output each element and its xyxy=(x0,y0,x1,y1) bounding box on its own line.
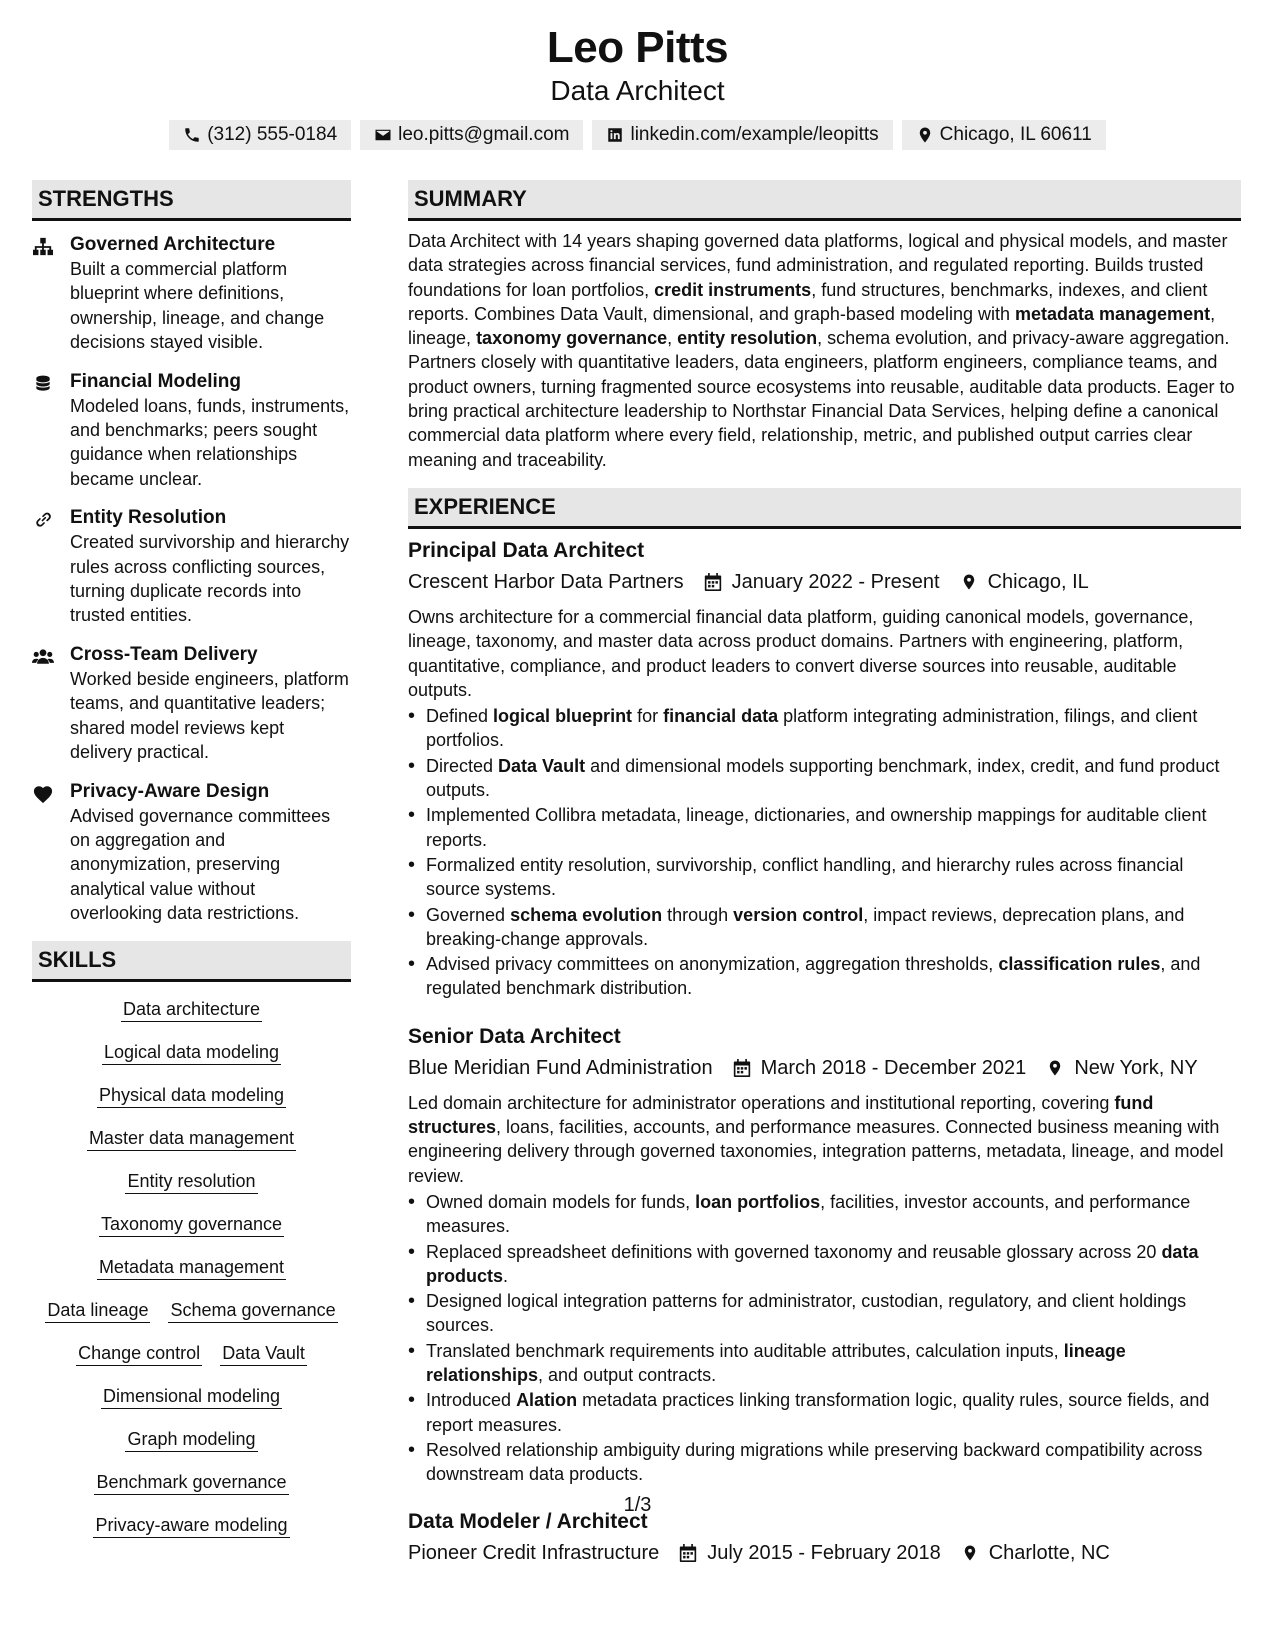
linkedin-icon xyxy=(606,126,624,144)
bold-phrase: loan portfolios xyxy=(695,1191,821,1212)
job-description: Led domain architecture for administrator operations and institutional reporting, covering fund structures, loans, facilities, accounts, and performance measures. Connected business meaning with engineering delivery through governed taxonomies, integration patterns, metadata, lineage, and model review. xyxy=(408,1092,1224,1186)
job-bullet: • Resolved relationship ambiguity during migrations while preserving backward compatibility across downstream data products. xyxy=(408,1438,1241,1487)
skill-tag: Data architecture xyxy=(121,998,262,1022)
job-bullets xyxy=(408,704,1241,1001)
skill-row xyxy=(125,1170,257,1194)
page-number: 1/3 xyxy=(623,1494,652,1516)
job-entry xyxy=(408,1508,1241,1568)
calendar-icon xyxy=(679,1543,697,1563)
skill-tag: Data Vault xyxy=(220,1342,307,1366)
job-company: Crescent Harbor Data Partners xyxy=(408,570,684,593)
bold-phrase: Data Vault xyxy=(498,755,586,776)
skills-list xyxy=(32,998,351,1538)
skill-row xyxy=(93,1514,289,1538)
skill-tag: Benchmark governance xyxy=(94,1471,288,1495)
skill-tag: Entity resolution xyxy=(125,1170,257,1194)
skill-tag: Change control xyxy=(76,1342,202,1366)
strength-title: Privacy-Aware Design xyxy=(70,780,270,802)
envelope-icon xyxy=(374,126,392,144)
contact-linkedin-text: linkedin.com/example/leopitts xyxy=(630,124,879,145)
experience-heading: EXPERIENCE xyxy=(408,488,1241,529)
location-pin-icon xyxy=(1046,1058,1064,1078)
skill-row xyxy=(87,1127,296,1151)
bold-phrase: data products xyxy=(426,1241,1199,1286)
strength-title: Financial Modeling xyxy=(70,370,242,392)
left-column xyxy=(32,180,351,1538)
skill-tag: Schema governance xyxy=(168,1299,337,1323)
skill-tag: Taxonomy governance xyxy=(99,1213,284,1237)
job-bullet: • Implemented Collibra metadata, lineage, dictionaries, and ownership mappings for auditable client reports. xyxy=(408,803,1241,852)
strength-description: Built a commercial platform blueprint where definitions, ownership, lineage, and change decisions stayed visible. xyxy=(70,259,325,353)
job-company: Pioneer Credit Infrastructure xyxy=(408,1542,660,1565)
strength-title: Entity Resolution xyxy=(70,507,227,529)
bold-phrase: metadata management xyxy=(1015,303,1211,324)
skill-tag: Data lineage xyxy=(45,1299,150,1323)
skill-tag: Logical data modeling xyxy=(102,1041,281,1065)
bold-phrase: fund structures xyxy=(408,1092,1154,1138)
job-location: New York, NY xyxy=(1074,1056,1198,1079)
strength-description: Created survivorship and hierarchy rules across conflicting sources, turning duplicate records into trusted entities. xyxy=(70,532,350,626)
summary-text: Data Architect with 14 years shaping governed data platforms, logical and physical models, and master data strategies across financial services, fund administration, and regulated reporting. Builds trusted foundations for loan portfolios, credit instruments, fund structures, benchmarks, indexes, and client reports. Combines Data Vault, dimensional, and graph-based modeling with metadata management, lineage, taxonomy governance, entity resolution, schema evolution, and privacy-aware aggregation. Partners closely with quantitative leaders, data engineers, platform engineers, compliance teams, and product owners, turning fragmented source ecosystems into reusable, auditable data products. Eager to bring practical architecture leadership to Northstar Financial Data Services, helping define a canonical commercial data platform where every field, relationship, metric, and published output carries clear meaning and traceability. xyxy=(408,231,1235,470)
skill-row xyxy=(121,998,262,1022)
skill-row xyxy=(101,1385,282,1409)
skill-row xyxy=(45,1299,337,1323)
right-column xyxy=(408,180,1241,1568)
skill-row xyxy=(76,1342,307,1366)
bold-phrase: credit instruments xyxy=(654,279,812,300)
bold-phrase: classification rules xyxy=(998,954,1161,975)
job-bullet: • Owned domain models for funds, loan portfolios, facilities, investor accounts, and performance measures. xyxy=(408,1190,1241,1239)
skills-heading: SKILLS xyxy=(32,941,351,982)
strength-description: Advised governance committees on aggregation and anonymization, preserving analytical value without overlooking data restrictions. xyxy=(70,805,331,924)
contact-linkedin[interactable] xyxy=(592,120,892,150)
job-bullet: • Defined logical blueprint for financial data platform integrating administration, filings, and client portfolios. xyxy=(408,704,1241,753)
job-bullet: • Replaced spreadsheet definitions with governed taxonomy and reusable glossary across 20 data products. xyxy=(408,1240,1241,1289)
strength-item xyxy=(32,506,351,628)
sitemap-icon xyxy=(32,237,54,257)
strength-title: Governed Architecture xyxy=(70,234,276,255)
skill-tag: Dimensional modeling xyxy=(101,1385,282,1409)
experience-list xyxy=(408,537,1241,1569)
link-icon xyxy=(32,510,54,530)
job-bullet: • Formalized entity resolution, survivorship, conflict handling, and hierarchy rules across financial source systems. xyxy=(408,853,1241,902)
skill-tag: Privacy-aware modeling xyxy=(93,1514,289,1538)
skill-tag: Metadata management xyxy=(97,1256,286,1280)
strength-description: Modeled loans, funds, instruments, and benchmarks; peers sought guidance when relationships became unclear. xyxy=(70,395,350,489)
candidate-title: Data Architect xyxy=(550,75,725,106)
strength-item xyxy=(32,643,351,765)
bold-phrase: schema evolution xyxy=(510,904,663,925)
job-title: Principal Data Architect xyxy=(408,538,645,562)
contact-email-text: leo.pitts@gmail.com xyxy=(398,124,570,145)
resume-header xyxy=(0,22,1275,150)
job-bullet: • Introduced Alation metadata practices linking transformation logic, quality rules, source fields, and report measures. xyxy=(408,1388,1241,1437)
bold-phrase: entity resolution xyxy=(677,328,818,349)
skill-tag: Graph modeling xyxy=(125,1428,257,1452)
contact-email[interactable] xyxy=(360,120,583,150)
skill-row xyxy=(99,1213,284,1237)
strength-item xyxy=(32,370,351,492)
strength-item xyxy=(32,780,351,926)
job-bullet: • Translated benchmark requirements into auditable attributes, calculation inputs, lineage relationships, and output contracts. xyxy=(408,1339,1241,1388)
job-entry xyxy=(408,1023,1241,1487)
location-pin-icon xyxy=(961,1543,979,1563)
job-bullet: • Directed Data Vault and dimensional models supporting benchmark, index, credit, and fund product outputs. xyxy=(408,754,1241,803)
calendar-icon xyxy=(704,572,722,592)
contact-phone[interactable] xyxy=(169,120,351,150)
job-meta xyxy=(408,1538,1241,1568)
calendar-icon xyxy=(733,1058,751,1078)
job-dates: March 2018 - December 2021 xyxy=(760,1056,1027,1079)
contact-location-text: Chicago, IL 60611 xyxy=(939,124,1092,145)
skill-row xyxy=(125,1428,257,1452)
users-icon xyxy=(32,647,54,667)
skill-row xyxy=(97,1084,286,1108)
bold-phrase: financial data xyxy=(663,706,779,727)
job-meta xyxy=(408,567,1241,597)
job-company: Blue Meridian Fund Administration xyxy=(408,1056,713,1079)
job-dates: January 2022 - Present xyxy=(731,570,940,593)
strengths-list xyxy=(32,233,351,926)
contact-phone-text: (312) 555-0184 xyxy=(207,124,338,145)
job-meta xyxy=(408,1053,1241,1083)
bold-phrase: Alation xyxy=(516,1390,578,1411)
heart-icon xyxy=(32,784,54,804)
skill-tag: Physical data modeling xyxy=(97,1084,286,1108)
job-title: Senior Data Architect xyxy=(408,1024,621,1048)
bold-phrase: logical blueprint xyxy=(493,706,633,727)
contact-location xyxy=(902,120,1106,150)
contact-bar xyxy=(0,120,1275,150)
job-title: Data Modeler / Architect xyxy=(408,1510,648,1534)
strengths-heading: STRENGTHS xyxy=(32,180,351,221)
database-icon xyxy=(32,374,54,394)
bold-phrase: version control xyxy=(733,904,864,925)
bold-phrase: lineage relationships xyxy=(426,1340,1126,1385)
strength-description: Worked beside engineers, platform teams, and quantitative leaders; shared model reviews kept delivery practical. xyxy=(70,668,349,763)
job-bullet: • Advised privacy committees on anonymization, aggregation thresholds, classification rules, and regulated benchmark distribution. xyxy=(408,952,1241,1001)
strength-title: Cross-Team Delivery xyxy=(70,643,258,665)
candidate-name: Leo Pitts xyxy=(546,23,729,72)
job-location: Chicago, IL xyxy=(987,570,1089,593)
job-entry xyxy=(408,537,1241,1001)
location-pin-icon xyxy=(916,126,934,144)
skill-row xyxy=(94,1471,288,1495)
job-location: Charlotte, NC xyxy=(988,1542,1110,1565)
job-dates: July 2015 - February 2018 xyxy=(707,1542,941,1565)
phone-icon xyxy=(183,126,201,144)
skill-row xyxy=(97,1256,286,1280)
location-pin-icon xyxy=(960,572,978,592)
job-bullet: • Designed logical integration patterns for administrator, custodian, regulatory, and client holdings sources. xyxy=(408,1289,1241,1338)
job-bullet: • Governed schema evolution through version control, impact reviews, deprecation plans, and breaking-change approvals. xyxy=(408,903,1241,952)
strength-item xyxy=(32,233,351,355)
summary-heading: SUMMARY xyxy=(408,180,1241,221)
job-bullets xyxy=(408,1190,1241,1487)
skill-row xyxy=(102,1041,281,1065)
bold-phrase: taxonomy governance xyxy=(476,328,668,349)
job-description: Owns architecture for a commercial financial data platform, guiding canonical models, governance, lineage, taxonomy, and master data across product domains. Partners with engineering, platform, quantitative, compliance, and product leaders to convert diverse sources into reusable, auditable outputs. xyxy=(408,606,1194,700)
skill-tag: Master data management xyxy=(87,1127,296,1151)
